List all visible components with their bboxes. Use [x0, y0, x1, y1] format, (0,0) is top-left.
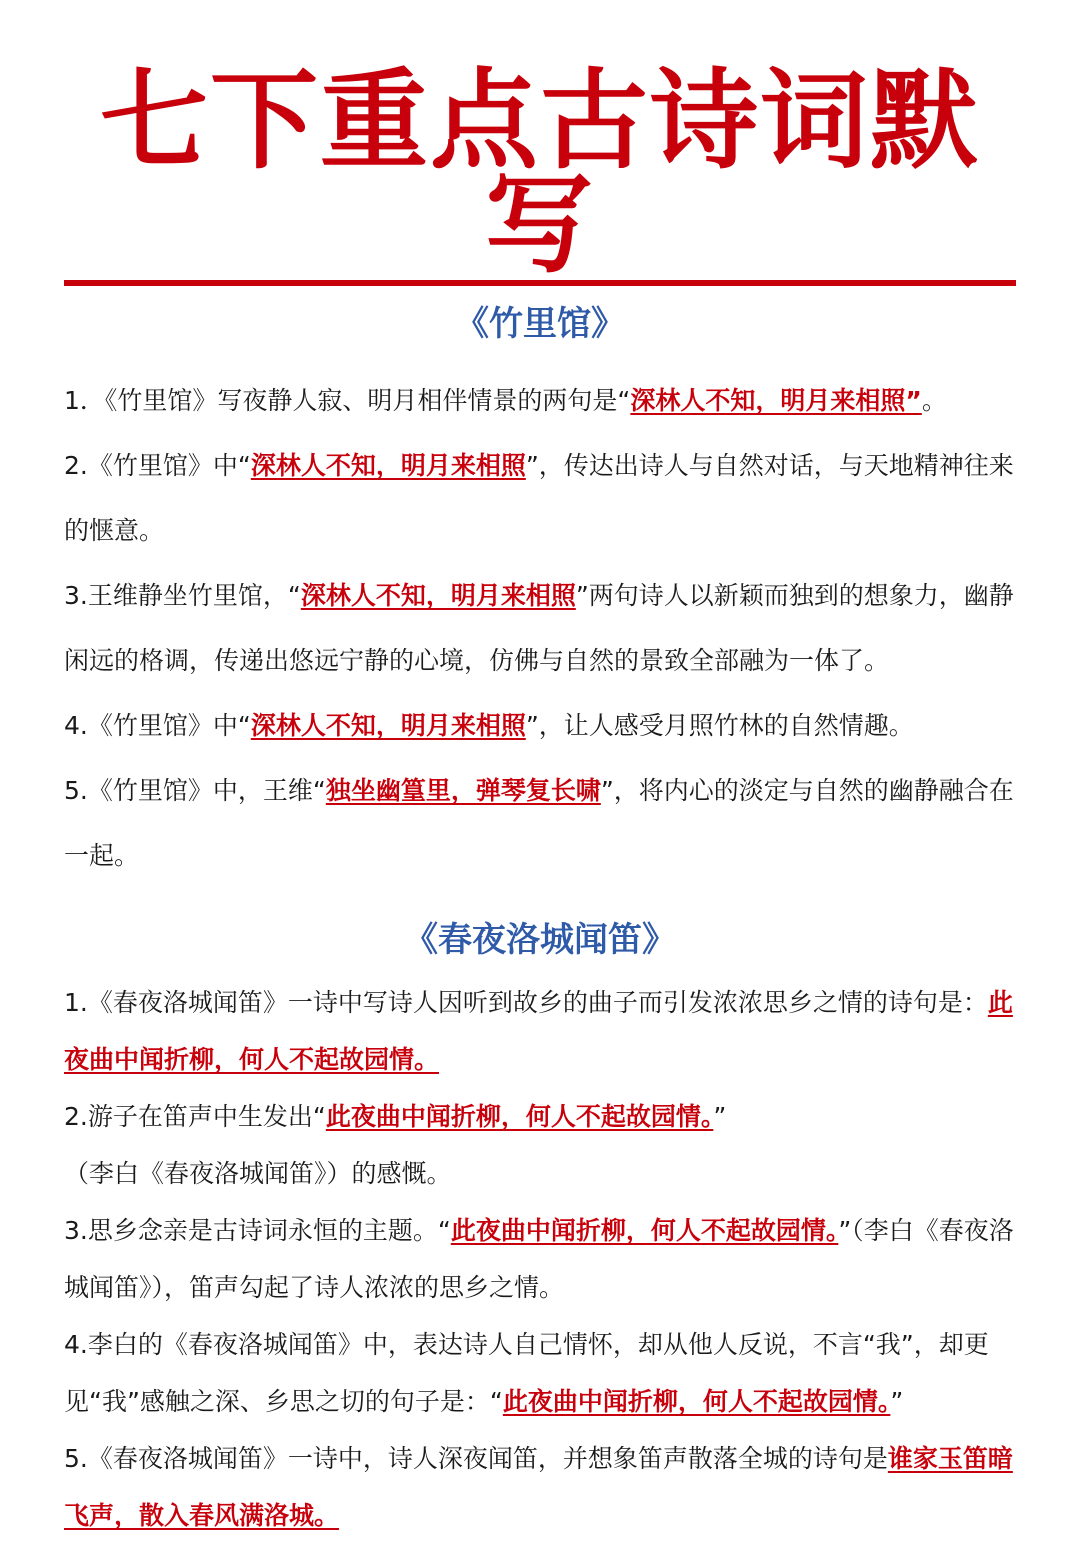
- question-text-tail: ”，让人感受月照竹林的自然情趣。: [525, 711, 914, 740]
- question-item: [64, 563, 1016, 693]
- section-heading-zhuliguan: 《竹里馆》: [455, 304, 625, 344]
- question-text: 1．《竹里馆》写夜静人寂、明月相伴情景的两句是“: [64, 386, 631, 415]
- question-item: [64, 693, 1016, 758]
- section-items-zhuliguan: [64, 368, 1016, 888]
- question-item: [64, 758, 1016, 888]
- question-text: 3.思乡念亲是古诗词永恒的主题。“: [64, 1216, 451, 1245]
- question-text-tail: ”（李白《春夜洛城闻笛》），笛声勾起了诗人浓浓的思乡之情。: [64, 1216, 1014, 1302]
- question-text-tail: 。: [921, 386, 947, 415]
- answer-text: 深林人不知，明月来相照: [300, 581, 576, 610]
- question-text-line2: （李白《春夜洛城闻笛》）的感慨。: [64, 1159, 452, 1188]
- question-text: 3.王维静坐竹里馆，“: [64, 581, 301, 610]
- question-text: 5.《竹里馆》中，王维“: [64, 776, 326, 805]
- question-text: 5.《春夜洛城闻笛》一诗中，诗人深夜闻笛，并想象笛声散落全城的诗句是: [64, 1444, 888, 1473]
- section-items-chunye: [64, 974, 1016, 1544]
- answer-text: 此夜曲中闻折柳，何人不起故园情。: [450, 1216, 839, 1245]
- question-text: 4.《竹里馆》中“: [64, 711, 251, 740]
- question-text: 4.李白的《春夜洛城闻笛》中，表达诗人自己情怀，却从他人反说，不言“我”，却更见“我”感触之深、乡思之切的句子是：“: [64, 1330, 989, 1416]
- section-heading-chunye: 《春夜洛城闻笛》: [404, 920, 676, 960]
- question-item: [64, 1316, 1016, 1430]
- question-text-tail: ”，将内心的淡定与自然的幽静融合在一起。: [64, 776, 1014, 870]
- answer-text: 此夜曲中闻折柳，何人不起故园情。: [64, 988, 1013, 1074]
- question-item: [64, 368, 1016, 433]
- question-item: [64, 1202, 1016, 1316]
- answer-text: 此夜曲中闻折柳，何人不起故园情。: [325, 1102, 714, 1131]
- title-wrap: [64, 0, 1016, 286]
- question-text-tail: ”两句诗人以新颖而独到的想象力，幽静闲远的格调，传递出悠远宁静的心境，仿佛与自然的景致全部融为一体了。: [64, 581, 1014, 675]
- question-item: [64, 974, 1016, 1088]
- question-text: 1.《春夜洛城闻笛》一诗中写诗人因听到故乡的曲子而引发浓浓思乡之情的诗句是：: [64, 988, 988, 1017]
- question-text-tail: ”: [713, 1102, 727, 1131]
- question-text-tail: ”，传达出诗人与自然对话，与天地精神往来的惬意。: [64, 451, 1014, 545]
- answer-text: 此夜曲中闻折柳，何人不起故园情。: [502, 1387, 891, 1416]
- question-item: [64, 1430, 1016, 1544]
- answer-text: 深林人不知，明月来相照: [250, 711, 526, 740]
- answer-text: 深林人不知，明月来相照”: [630, 386, 922, 415]
- question-text: 2.游子在笛声中生发出“: [64, 1102, 326, 1131]
- answer-text: 深林人不知，明月来相照: [250, 451, 526, 480]
- question-item: [64, 433, 1016, 563]
- question-item: [64, 1088, 1016, 1202]
- page-title: 七下重点古诗词默写: [64, 70, 1016, 286]
- answer-text: 独坐幽篁里，弹琴复长啸: [325, 776, 601, 805]
- question-text-tail: ”: [890, 1387, 904, 1416]
- question-text: 2.《竹里馆》中“: [64, 451, 251, 480]
- answer-text: 谁家玉笛暗飞声，散入春风满洛城。: [64, 1444, 1013, 1530]
